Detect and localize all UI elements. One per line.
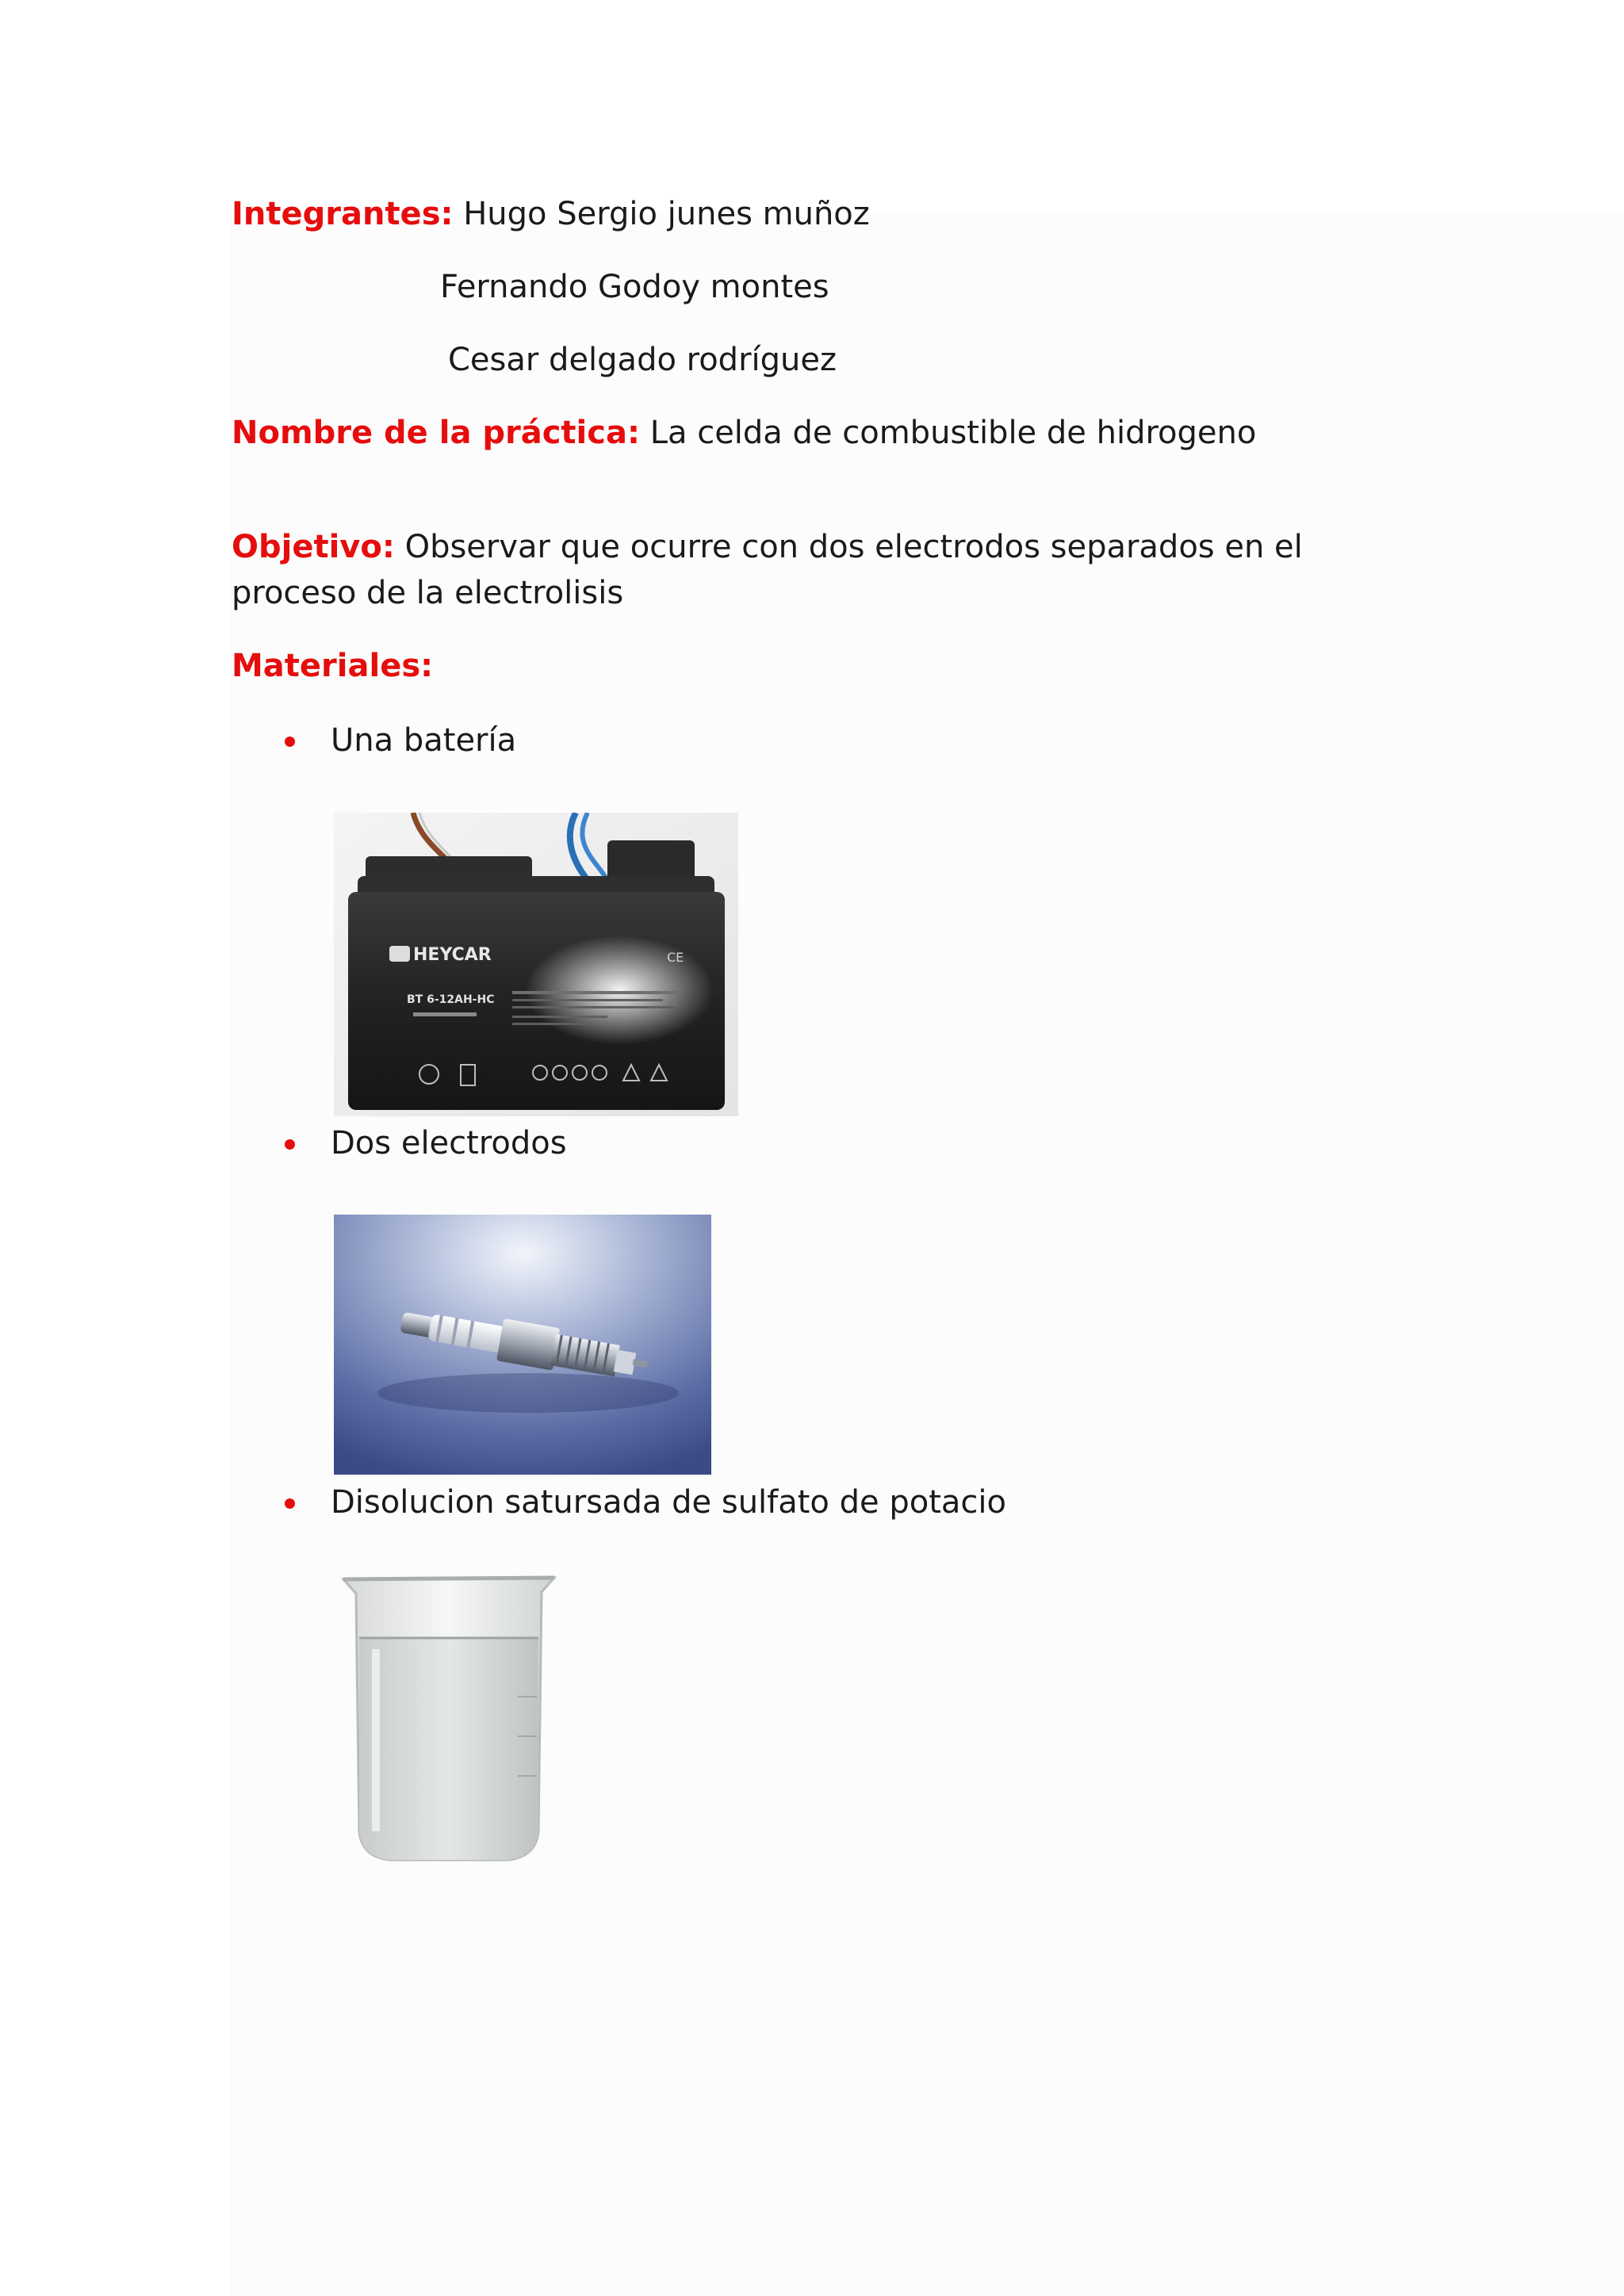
spark-plug-photo (334, 1215, 711, 1475)
integrantes-line-1 (232, 192, 870, 236)
ce-mark: CE (667, 950, 684, 965)
objective-line-1 (232, 525, 1303, 569)
practice-name-value: La celda de combustible de hidrogeno (649, 415, 1257, 451)
practice-name-label: Nombre de la práctica: (232, 415, 640, 451)
bullet-icon (285, 1139, 295, 1150)
battery-photo (334, 813, 738, 1116)
member-name: Hugo Sergio junes muñoz (463, 196, 870, 232)
objective-label: Objetivo: (232, 529, 395, 565)
bullet-icon (285, 737, 295, 747)
list-item: Disolucion satursada de sulfato de potacio (331, 1484, 1006, 1521)
materials-heading (232, 644, 433, 688)
objective-text: proceso de la electrolisis (232, 575, 624, 611)
battery-model: BT 6-12AH-HC (407, 993, 495, 1006)
member-name: Cesar delgado rodríguez (448, 342, 837, 378)
beaker-photo (334, 1570, 564, 1871)
materials-label: Materiales: (232, 648, 434, 684)
member-name: Fernando Godoy montes (440, 269, 829, 305)
list-item: Una batería (331, 722, 517, 759)
bullet-icon (285, 1498, 295, 1509)
integrantes-label: Integrantes: (232, 196, 454, 232)
list-item: Dos electrodos (331, 1125, 567, 1161)
battery-brand: HEYCAR (413, 945, 492, 965)
practice-name-line (232, 411, 1256, 455)
objective-text: Observar que ocurre con dos electrodos separados en el (404, 529, 1303, 565)
